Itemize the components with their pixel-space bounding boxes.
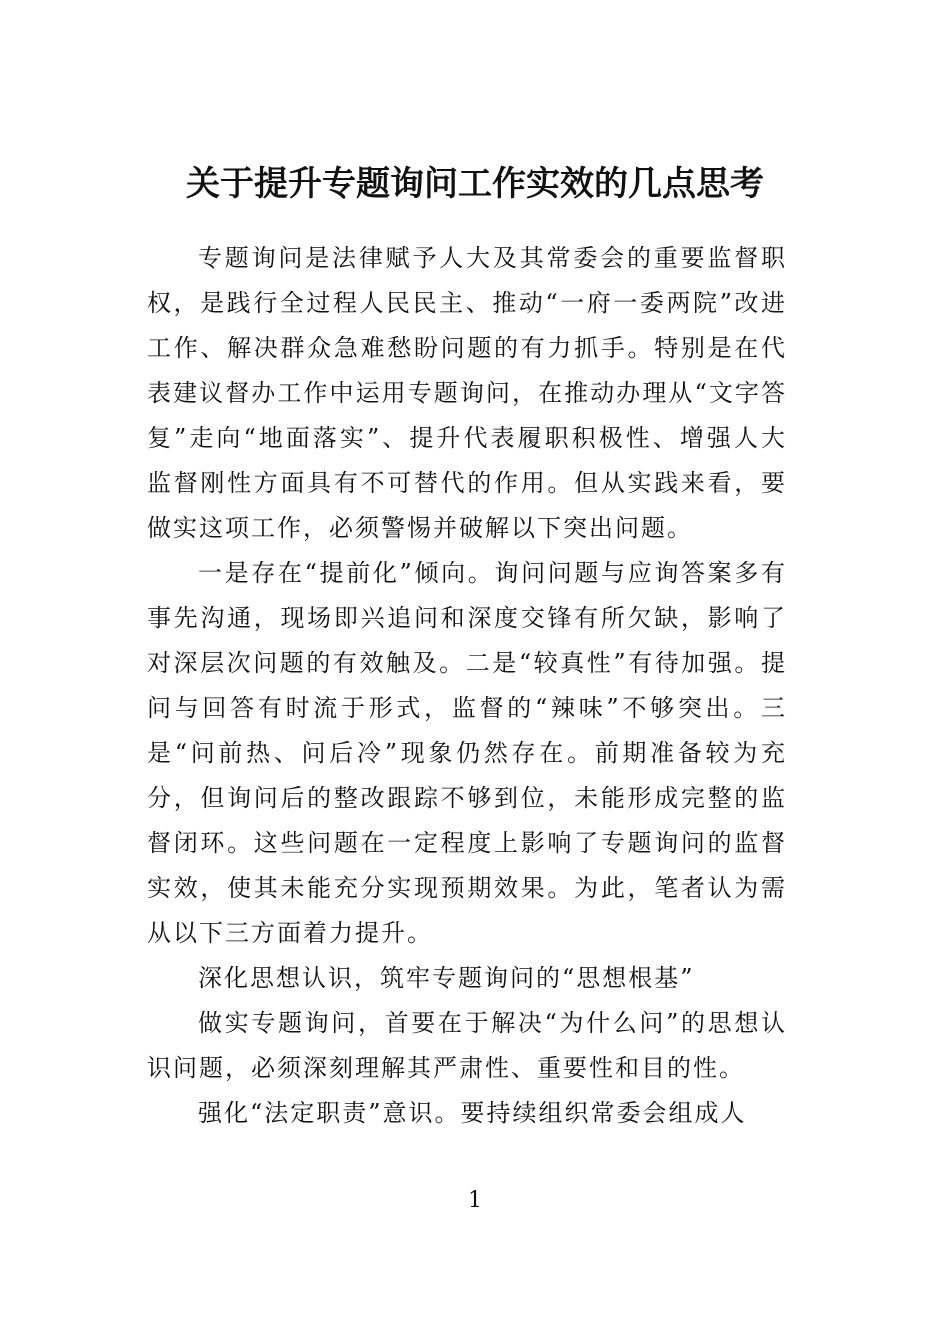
document-body xyxy=(147,236,787,1136)
paragraph-duty: 强化“法定职责”意识。要持续组织常委会组成人 xyxy=(198,1099,747,1127)
paragraph-section-intro: 做实专题询问，首要在于解决“为什么问”的思想认识问题，必须深刻理解其严肃性、重要性和目的性。 xyxy=(147,1009,787,1082)
paragraph-intro: 专题询问是法律赋予人大及其常委会的重要监督职权，是践行全过程人民民主、推动“一府一委两院”改进工作、解决群众急难愁盼问题的有力抓手。特别是在代表建议督办工作中运用专题询问，在推动办理从“文字答复”走向“地面落实”、提升代表履职积极性、增强人大监督刚性方面具有不可替代的作用。但从实践来看，要做实这项工作，必须警惕并破解以下突出问题。 xyxy=(147,244,787,542)
document-title: 关于提升专题询问工作实效的几点思考 xyxy=(186,164,764,204)
page-number: 1 xyxy=(468,1188,482,1213)
paragraph-problems: 一是存在“提前化”倾向。询问问题与应询答案多有事先沟通，现场即兴追问和深度交锋有所欠缺，影响了对深层次问题的有效触及。二是“较真性”有待加强。提问与回答有时流于形式，监督的“辣味”不够突出。三是“问前热、问后冷”现象仍然存在。前期准备较为充分，但询问后的整改跟踪不够到位，未能形成完整的监督闭环。这些问题在一定程度上影响了专题询问的监督实效，使其未能充分实现预期效果。为此，笔者认为需从以下三方面着力提升。 xyxy=(147,559,787,947)
section-heading: 深化思想认识，筑牢专题询问的“思想根基” xyxy=(198,964,695,992)
